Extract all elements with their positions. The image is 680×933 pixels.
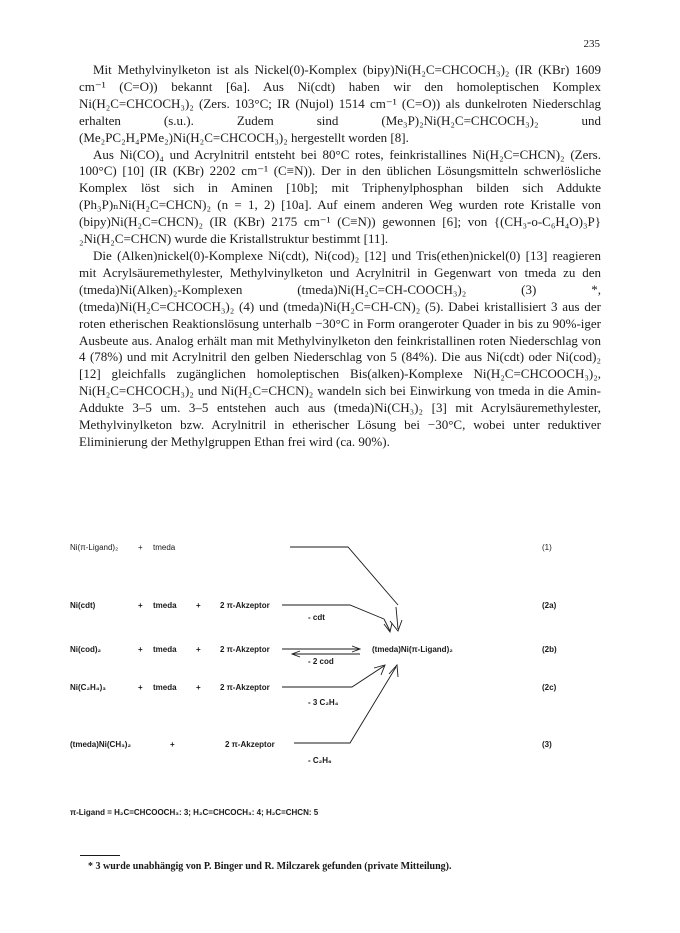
scheme-equation-label: (2c) — [542, 683, 557, 692]
scheme-line-2c — [282, 666, 384, 687]
scheme-reagent: tmeda — [153, 601, 177, 610]
scheme-arrow-1 — [396, 607, 398, 629]
scheme-equation-label: (1) — [542, 543, 552, 552]
paragraph: Die (Alken)nickel(0)-Komplexe Ni(cdt), Ni(cod)₂ [12] und Tris(ethen)nickel(0) [13] reagieren mit Acrylsäuremethylester, Methylvinylketon und Acrylnitril in Gegenwart von tmeda zu den (tmeda)Ni(Alken)₂-Komplexen (tmeda)Ni(H₂C=CH-COOCH₃)₂ (3) *, (tmeda)Ni(H₂C=CHCOCH₃)₂ (4) und (tmeda)Ni(H₂C=CH-CN)₂ (5). Dabei kristallisiert 3 aus der roten etherischen Reaktionslösung unterhalb −30°C in Form orangeroter Quader in bis zu 90%-iger Ausbeute aus. Analog erhält man mit Methylvinylketon den feinkristallinen roten Niederschlag von 4 (78%) und mit Acrylnitril den gelben Niederschlag von 5 (84%). Die aus Ni(cdt) oder Ni(cod)₂ [12] gleichfalls zugänglichen homoleptischen Bis(alken)-Komplexe Ni(H₂C=CHCOOCH₃)₂, Ni(H₂C=CHCOCH₃)₂ und Ni(H₂C=CHCN)₂ wandeln sich bei Einwirkung von tmeda in die Amin-Addukte 3–5 um. 3–5 entstehen auch aus (tmeda)Ni(CH₃)₂ [3] mit Acrylsäuremethylester, Methylvinylketon bzw. Acrylnitril in etherischer Lösung bei −30°C, wobei unter reduktiver Eliminierung der Methylgruppen Ethan frei wird (ca. 90%). — [79, 247, 601, 449]
body-text — [79, 62, 601, 451]
scheme-product: (tmeda)Ni(π-Ligand)₂ — [372, 645, 453, 654]
scheme-line-2a — [282, 605, 384, 619]
scheme-acceptor: 2 π-Akzeptor — [220, 683, 270, 692]
scheme-reactant: Ni(C₂H₄)₃ — [70, 683, 106, 692]
scheme-equation-label: (2a) — [542, 601, 557, 610]
scheme-ligand-legend: π-Ligand = H₂C=CHCOOCH₃: 3; H₂C=CHCOCH₃: 4; H₂C=CHCN: 5 — [70, 808, 319, 817]
scheme-equation-label: (2b) — [542, 645, 557, 654]
scheme-plus: + — [138, 683, 143, 692]
paragraph: Aus Ni(CO)₄ und Acrylnitril entsteht bei 80°C rotes, feinkristallines Ni(H₂C=CHCN)₂ (Zers. 100°C) [10] (IR (KBr) 2202 cm⁻¹ (C≡N)). Der in den üblichen Lösungsmitteln schwerlösliche Komplex löst sich in Aminen [10b]; mit Triphenylphosphan bilden sich Addukte (Ph₃P)ₙNi(H₂C=CHCN)₂ (n = 1, 2) [10a]. Auf einem anderen Weg wurden rote Kristalle von (bipy)Ni(H₂C=CHCN)₂ (IR (KBr) 2175 cm⁻¹ (C≡N)) gewonnen [6]; von {(CH₃-o-C₆H₄O)₃P}₂Ni(H₂C=CHCN) wurde die Kristallstruktur bestimmt [11]. — [79, 146, 601, 247]
footnote-rule — [80, 855, 120, 856]
footnote: * 3 wurde unabhängig von P. Binger und R. Milczarek gefunden (private Mitteilung). — [88, 861, 452, 872]
page-number: 235 — [583, 38, 600, 50]
scheme-plus: + — [138, 645, 143, 654]
scheme-plus: + — [138, 601, 143, 610]
scheme-byproduct: - C₂H₆ — [308, 756, 332, 765]
scheme-acceptor: 2 π-Akzeptor — [225, 740, 275, 749]
scheme-reagent: tmeda — [153, 543, 176, 552]
scheme-reagent: tmeda — [153, 645, 177, 654]
scheme-reactant: Ni(π-Ligand)₂ — [70, 543, 119, 552]
reaction-scheme — [60, 525, 620, 825]
scheme-reagent: tmeda — [153, 683, 177, 692]
scheme-reactant: (tmeda)Ni(CH₃)₂ — [70, 740, 132, 749]
scheme-line-1 — [290, 547, 398, 605]
scheme-equation-label: (3) — [542, 740, 552, 749]
paragraph: Mit Methylvinylketon ist als Nickel(0)-Komplex (bipy)Ni(H₂C=CHCOCH₃)₂ (IR (KBr) 1609 cm⁻¹ (C=O)) bekannt [6a]. Aus Ni(cdt) haben wir den homoleptischen Komplex Ni(H₂C=CHCOCH₃)₂ (Zers. 103°C; IR (Nujol) 1514 cm⁻¹ (C=O)) als dunkelroten Niederschlag erhalten (s.u.). Zudem sind (Me₃P)₂Ni(H₂C=CHCOCH₃)₂ und (Me₂PC₂H₄PMe₂)Ni(H₂C=CHCOCH₃)₂ hergestellt worden [8]. — [79, 62, 601, 145]
scheme-plus: + — [196, 601, 201, 610]
scheme-byproduct: - cdt — [308, 613, 325, 622]
scheme-acceptor: 2 π-Akzeptor — [220, 601, 270, 610]
scheme-plus: + — [170, 740, 175, 749]
scheme-reactant: Ni(cdt) — [70, 601, 96, 610]
scheme-plus: + — [196, 683, 201, 692]
scheme-byproduct: - 2 cod — [308, 657, 334, 666]
scheme-reactant: Ni(cod)₂ — [70, 645, 102, 654]
scheme-plus: + — [196, 645, 201, 654]
scheme-byproduct: - 3 C₂H₄ — [308, 698, 339, 707]
scheme-plus: + — [138, 543, 143, 552]
scheme-acceptor: 2 π-Akzeptor — [220, 645, 270, 654]
